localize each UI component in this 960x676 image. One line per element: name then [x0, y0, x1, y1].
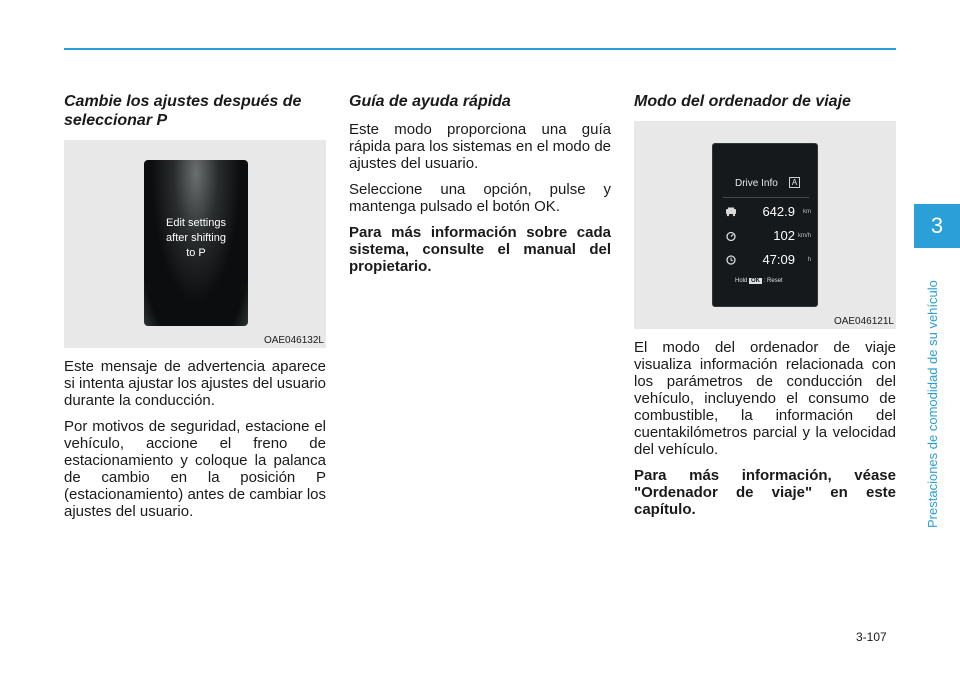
- trip-unit: h: [807, 257, 811, 263]
- fuel-icon: [725, 207, 737, 217]
- cluster-message-line: after shifting: [166, 232, 226, 244]
- figure-code: OAE046132L: [263, 335, 324, 346]
- figure-code: OAE046121L: [833, 316, 894, 327]
- drive-info-title: Drive Info: [735, 178, 778, 189]
- column-trip-computer: [634, 92, 896, 527]
- bold-paragraph: Para más información, véase "Ordenador de viaje" en este capítulo.: [634, 467, 896, 518]
- column-edit-settings: [64, 92, 326, 529]
- trip-unit: km: [803, 209, 811, 215]
- cluster-display: [144, 160, 248, 326]
- trip-unit: km/h: [797, 233, 811, 239]
- heading-quick-guide: Guía de ayuda rápida: [349, 93, 511, 110]
- paragraph: El modo del ordenador de viaje visualiza información relacionada con los parámetros de conducción del vehículo, incluyendo el consumo de combustible, la información del cuentakilómetros parcial y la velocidad del vehículo.: [634, 339, 896, 458]
- column-quick-guide: [349, 92, 611, 284]
- paragraph: Por motivos de seguridad, estacione el vehículo, accione el freno de estacionamiento y coloque la palanca de cambio en la posición P (estacionamiento) antes de cambiar los ajustes del usuario.: [64, 418, 326, 520]
- trip-display: [712, 143, 818, 307]
- ok-key-label: OK: [751, 278, 761, 284]
- speedometer-icon: [725, 231, 737, 241]
- page-number: 3-107: [856, 630, 887, 644]
- trip-row-distance: [725, 204, 811, 220]
- paragraph: Este mensaje de advertencia aparece si intenta ajustar los ajustes del usuario durante la conducción.: [64, 358, 326, 409]
- top-rule: [64, 48, 896, 50]
- section-tab: 3: [914, 204, 960, 248]
- figure-trip-computer: [634, 121, 896, 329]
- trip-row-speed: [725, 228, 811, 244]
- heading-edit-settings: Cambie los ajustes después de seleccionar P: [64, 93, 302, 129]
- hold-reset-hint: [735, 278, 783, 284]
- hold-label: Hold: [735, 278, 748, 284]
- trip-row-time: [725, 252, 811, 268]
- paragraph: Este modo proporciona una guía rápida para los sistemas en el modo de ajustes del usuario.: [349, 121, 611, 172]
- auto-badge: A: [789, 177, 800, 188]
- cluster-message-line: Edit settings: [166, 217, 226, 229]
- side-title: [926, 256, 940, 536]
- trip-value: 642.9: [762, 204, 795, 219]
- divider: [723, 197, 809, 198]
- trip-value: 47:09: [762, 252, 795, 267]
- reset-label: : Reset: [763, 278, 783, 284]
- figure-edit-settings: [64, 140, 326, 348]
- cluster-message: [144, 216, 248, 261]
- clock-icon: [725, 255, 737, 265]
- cluster-message-line: to P: [186, 247, 206, 259]
- side-title-text: Prestaciones de comodidad de su vehículo: [925, 280, 940, 528]
- paragraph: Seleccione una opción, pulse y mantenga pulsado el botón OK.: [349, 181, 611, 215]
- trip-value: 102: [773, 228, 795, 243]
- bold-paragraph: Para más información sobre cada sistema, consulte el manual del propietario.: [349, 224, 611, 275]
- heading-trip-computer: Modo del ordenador de viaje: [634, 93, 851, 110]
